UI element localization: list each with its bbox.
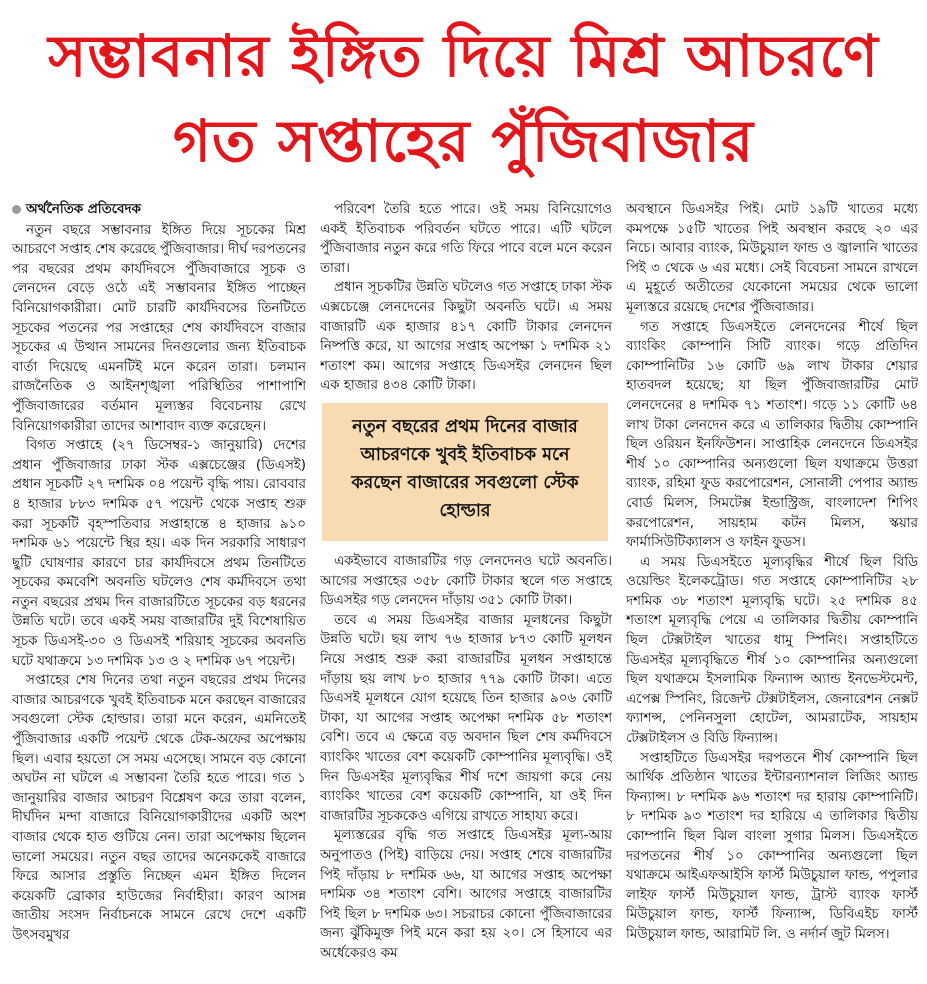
paragraph: বিগত সপ্তাহে (২৭ ডিসেম্বর-১ জানুয়ারি) দেশের প্রধান পুঁজিবাজার ঢাকা স্টক এক্সচেঞ্জের (ডিএসই) প্রধান সূচকটি ২৭ দশমিক ০৪ পয়েন্ট বৃদ্ধি পায়। রোববার ৪ হাজার ৮৮৩ দশমিক ৫৭ পয়েন্ট থেকে সপ্তাহ শুরু করা সূচকটি বৃহস্পতিবার সপ্তাহান্তে ৪ হাজার ৯১০ দশমিক ৬১ পয়েন্টে স্থির হয়। এক দিন সরকারি সাধারণ ছুটি ঘোষণার কারণে চার কার্যদিবসে প্রথম তিনটিতে সূচকের কমবেশি অবনতি ঘটলেও শেষ কর্মদিবসে তথা নতুন বছরের প্রথম দিন বাজারটিতে সূচকের বড় ধরনের উন্নতি ঘটে। তবে একই সময় বাজারটির দুই বিশেষায়িত সূচক ডিএসই-৩০ ও ডিএসই শরিয়াহ সূচকের অবনতি ঘটে যথাক্রমে ১৩ দশমিক ১৩ ও ২ দশমিক ৬৭ পয়েন্ট। xyxy=(12,438,306,669)
paragraph: অবস্থানে ডিএসইর পিই। মোট ১৯টি খাতের মধ্যে কমপক্ষে ১৫টি খাতের পিই অবস্থান করছে ২০ এর নিচে। আবার ব্যাংক, মিউচুয়াল ফান্ড ও জ্বালানি খাতের পিই ৩ থেকে ৬ এর মধ্যে। সেই বিবেচনা সামনে রাখলে এ মুহূর্তে অতীতের যেকোনো সময়ের থেকে ভালো মূল্যস্তরে রয়েছে দেশের পুঁজিবাজার। xyxy=(626,202,918,315)
paragraph: মূল্যস্তরের বৃদ্ধি গত সপ্তাহে ডিএসইর মূল্য-আয় অনুপাতও (পিই) বাড়িয়ে দেয়। সপ্তাহ শেষে বাজারটির পিই দাঁড়ায় ৮ দশমিক ৬৬, যা আগের সপ্তাহ অপেক্ষা দশমিক ৩৪ শতাংশ বেশি। আগের সপ্তাহে বাজারটির পিই ছিল ৮ দশমিক ৬৩। সচরাচর কোনো পুঁজিবাজারের জন্য ঝুঁকিমুক্ত পিই মনে করা হয় ২০। সে হিসাবে এর অর্ধেকেরও কম xyxy=(320,828,612,961)
column-2-top xyxy=(320,200,612,396)
paragraph: প্রধান সূচকটির উন্নতি ঘটলেও গত সপ্তাহে ঢাকা স্টক এক্সচেঞ্জে লেনদেনের কিছুটা অবনতি ঘটে। এ সময় বাজারটি এক হাজার ৪১৭ কোটি টাকার লেনদেন নিষ্পত্তি করে, যা আগের সপ্তাহ অপেক্ষা ১ দশমিক ২১ শতাংশ কম। আগের সপ্তাহে ডিএসইর লেনদেন ছিল এক হাজার ৪৩৪ কোটি টাকা। xyxy=(320,280,612,394)
paragraph: এ সময় ডিএসইতে মূল্যবৃদ্ধির শীর্ষে ছিল বিডি ওয়েল্ডিং ইলেকট্রোড। গত সপ্তাহে কোম্পানিটির ২৮ দশমিক ৩৮ শতাংশ মূল্যবৃদ্ধি ঘটে। ২৫ দশমিক ৪৫ শতাংশ মূল্যবৃদ্ধি পেয়ে এ তালিকার দ্বিতীয় কোম্পানি ছিল টেক্সটাইল খাতের ধামু স্পিনিং। সপ্তাহটিতে ডিএসইর মূল্যবৃদ্ধিতে শীর্ষ ১০ কোম্পানির অন্যগুলো ছিল যথাক্রমে ইসলামিক ফিন্যান্স অ্যান্ড ইনভেস্টমেন্ট, এপেক্স স্পিনিং, রিজেন্ট টেক্সটাইলস, জেনারেশন নেক্সট ফ্যাশন্স, পেনিনসুলা হোটেল, আমরাটেক, সায়হাম টেক্সটাইলস ও বিডি ফিন্যান্স। xyxy=(626,554,918,747)
bullet-icon xyxy=(12,205,21,214)
pull-quote: নতুন বছরের প্রথম দিনের বাজার আচরণকে খুবই ইতিবাচক মনে করছেন বাজারের সবগুলো স্টেক হোল্ডার xyxy=(322,403,608,541)
byline xyxy=(12,200,306,220)
paragraph: সপ্তাহের শেষ দিনের তথা নতুন বছরের প্রথম দিনের বাজার আচরণকে খুবই ইতিবাচক মনে করছেন বাজারের সবগুলো স্টেক হোল্ডার। তারা মনে করেন, এমনিতেই পুঁজিবাজার একটি পয়েন্ট থেকে টেক-অফের অপেক্ষায় ছিল। এবার হয়তো সে সময় এসেছে। সামনে বড় কোনো অঘটন না ঘটলে এ সম্ভাবনা তৈরি হতে পারে। গত ১ জানুয়ারির বাজার আচরণ বিশ্লেষণ করে তারা বলেন, দীর্ঘদিন মন্দা বাজারে বিনিয়োগকারীদের একটি অংশ বাজার থেকে হাত গুটিয়ে নেন। তারা অপেক্ষায় ছিলেন ভালো সময়ের। নতুন বছর তাদের অনেককেই বাজারে ফিরে আসার প্রস্তুতি নিচ্ছেন এমন ইঙ্গিত দিলেন কয়েকটি ব্রোকার হাউজের নির্বাহীরা। কারণ আসন্ন জাতীয় সংসদ নির্বাচনকে সামনে রেখে দেশে একটি উৎসবমুখর xyxy=(12,673,306,943)
paragraph: একইভাবে বাজারটির গড় লেনদেনও ঘটে অবনতি। আগের সপ্তাহের ৩৫৮ কোটি টাকার স্থলে গত সপ্তাহে ডিএসইর গড় লেনদেন দাঁড়ায় ৩৫১ কোটি টাকা। xyxy=(320,554,612,609)
byline-text: অর্থনৈতিক প্রতিবেদক xyxy=(26,202,141,217)
column-3 xyxy=(626,200,918,984)
headline xyxy=(0,0,927,190)
paragraph: নতুন বছরে সম্ভাবনার ইঙ্গিত দিয়ে সূচকের মিশ্র আচরণে সপ্তাহ শেষ করেছে পুঁজিবাজার। দীর্ঘ দরপতনের পর বছরের প্রথম কার্যদিবসে পুঁজিবাজারে সূচক ও লেনদেন বেড়ে ওঠে এই সম্ভাবনার ইঙ্গিত পাচ্ছেন বিনিয়োগকারীরা। মোট চারটি কার্যদিবসের তিনটিতে সূচকের পতনের পর সপ্তাহের শেষ কার্যদিবসে বাজার সূচকের এ উত্থান সামনের দিনগুলোর জন্য ইতিবাচক বার্তা দিয়েছে এমনটিই মনে করেন তারা। চলমান রাজনৈতিক ও আইনশৃঙ্খলা পরিস্থিতির পাশাপাশি পুঁজিবাজারের বর্তমান মূল্যস্তর বিবেচনায় রেখে বিনিয়োগকারীরা তাদের আশাবাদ ব্যক্ত করেছেন। xyxy=(12,222,306,434)
paragraph: গত সপ্তাহে ডিএসইতে লেনদেনের শীর্ষে ছিল ব্যাংকিং কোম্পানি সিটি ব্যাংক। গড়ে প্রতিদিন কোম্পানিটির ১৬ কোটি ৬৯ লাখ টাকার শেয়ার হাতবদল হয়েছে; যা ছিল পুঁজিবাজারটির মোট লেনদেনের ৪ দশমিক ৭১ শতাংশ। গড়ে ১১ কোটি ৬৪ লাখ টাকা লেনদেন করে এ তালিকার দ্বিতীয় কোম্পানি ছিল ওরিয়ন ইনফিউশন। সাপ্তাহিক লেনদেনে ডিএসইর শীর্ষ ১০ কোম্পানির অন্যগুলো ছিল যথাক্রমে উত্তরা ব্যাংক, রহিমা ফুড করপোরেশন, সোনালী পেপার অ্যান্ড বোর্ড মিলস, সিমটেক্স ইন্ডাস্ট্রিজ, বাংলাদেশ শিপিং করপোরেশন, সায়হাম কটন মিলস, স্কয়ার ফার্মাসিউটিক্যালস ও ফাইন ফুডস। xyxy=(626,319,918,551)
paragraph: তবে এ সময় ডিএসইর বাজার মূলধনের কিছুটা উন্নতি ঘটে। ছয় লাখ ৭৬ হাজার ৮৭৩ কোটি মূলধন নিয়ে সপ্তাহ শুরু করা বাজারটির মূলধন সপ্তাহান্তে দাঁড়ায় ছয় লাখ ৮০ হাজার ৭৭৯ কোটি টাকা। এতে ডিএসই মূলধনে যোগ হয়েছে তিন হাজার ৯০৬ কোটি টাকা, যা আগের সপ্তাহ অপেক্ষা দশমিক ৫৮ শতাংশ বেশি। তবে এ ক্ষেত্রে বড় অবদান ছিল শেষ কর্মদিবসে ব্যাংকিং খাতের বেশ কয়েকটি কোম্পানির মূল্যবৃদ্ধি। ওই দিন ডিএসইর মূল্যবৃদ্ধির শীর্ষ দশে জায়গা করে নেয় ব্যাংকিং খাতের বেশ কয়েকটি কোম্পানি, যা ওই দিন বাজারটির সূচককেও এগিয়ে রাখতে সাহায্য করে। xyxy=(320,612,612,824)
column-2-bottom xyxy=(320,552,612,982)
headline-line-1: সম্ভাবনার ইঙ্গিত দিয়ে মিশ্র আচরণে xyxy=(48,22,879,90)
paragraph: পরিবেশ তৈরি হতে পারে। ওই সময় বিনিয়োগেও একই ইতিবাচক পরিবর্তন ঘটতে পারে। এটি ঘটলে পুঁজিবাজার নতুন করে গতি ফিরে পাবে বলে মনে করেন তারা। xyxy=(320,202,612,276)
paragraph: সপ্তাহটিতে ডিএসইর দরপতনে শীর্ষ কোম্পানি ছিল আর্থিক প্রতিষ্ঠান খাতের ইন্টারন্যাশনাল লিজিং অ্যান্ড ফিন্যান্স। ৮ দশমিক ৯৬ শতাংশ দর হারায় কোম্পানিটি। ৮ দশমিক ৯৩ শতাংশ দর হারিয়ে এ তালিকার দ্বিতীয় কোম্পানি ছিল ঝিল বাংলা সুগার মিলস। ডিএসইতে দরপতনের শীর্ষ ১০ কোম্পানির অন্যগুলো ছিল যথাক্রমে আইএফআইসি ফার্স্ট মিউচুয়াল ফান্ড, পপুলার লাইফ ফার্স্ট মিউচুয়াল ফান্ড, ট্রাস্ট ব্যাংক ফার্স্ট মিউচুয়াল ফান্ড, ফার্স্ট ফিন্যান্স, ডিবিএইচ ফার্স্ট মিউচুয়াল ফান্ড, আরামিট লি. ও নর্দার্ন জুট মিলস। xyxy=(626,750,918,942)
column-1 xyxy=(12,200,306,984)
headline-line-2: গত সপ্তাহের পুঁজিবাজার xyxy=(173,107,754,175)
